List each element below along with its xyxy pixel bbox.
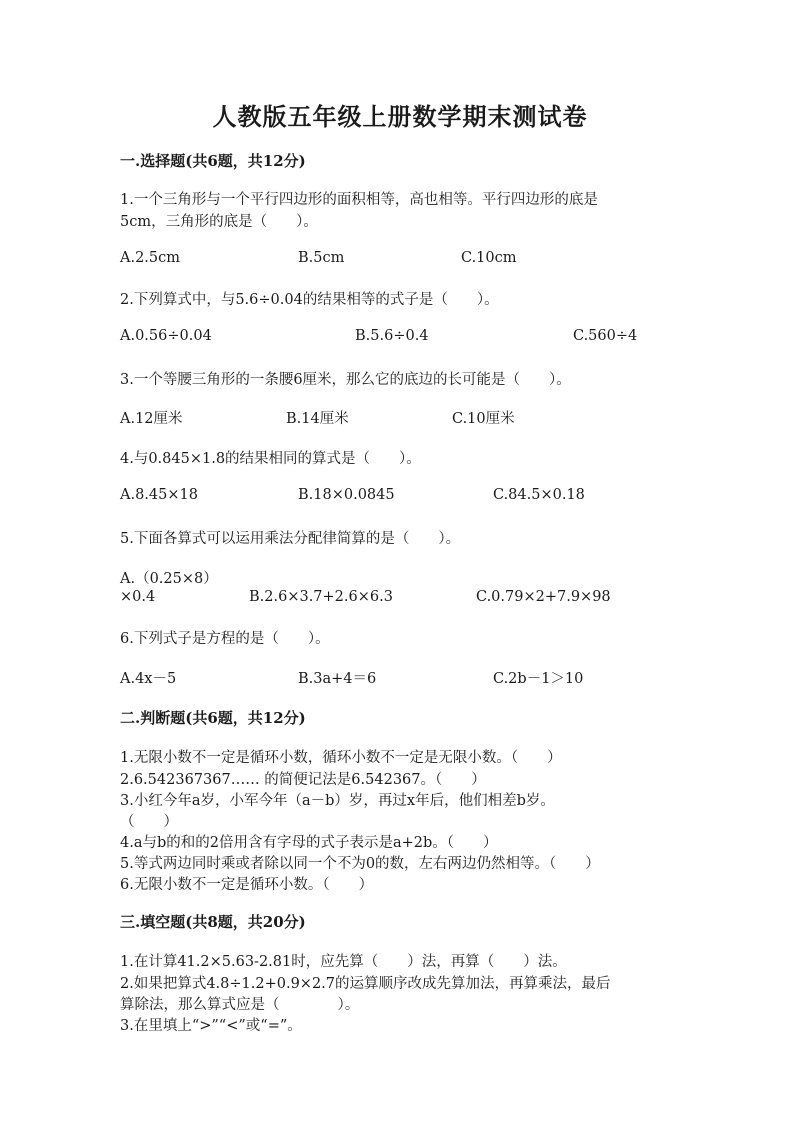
question-3-option-a: A.12厘米: [120, 411, 183, 427]
judgment-item: 1.无限小数不一定是循环小数，循环小数不一定是无限小数。（ ）: [120, 750, 562, 766]
question-2-text: 2.下列算式中，与5.6÷0.04的结果相等的式子是（ ）。: [120, 292, 499, 308]
judgment-item: 4.a与b的和的2倍用含有字母的式子表示是a+2b。（ ）: [120, 835, 498, 851]
question-4-option-b: B.18×0.0845: [298, 487, 395, 503]
section-heading-choice: 一.选择题(共6题，共12分): [120, 152, 306, 170]
question-6-option-a: A.4x－5: [120, 671, 177, 687]
question-6-option-b: B.3a+4＝6: [298, 671, 377, 687]
question-4-text: 4.与0.845×1.8的结果相同的算式是（ ）。: [120, 451, 421, 467]
fill-blank-item-continuation: 算除法，那么算式应是（ ）。: [120, 997, 360, 1013]
fill-blank-item: 2.如果把算式4.8÷1.2+0.9×2.7的运算顺序改成先算加法，再算乘法，最后: [120, 976, 611, 992]
exam-title: 人教版五年级上册数学期末测试卷: [212, 102, 588, 131]
question-5-option-c: C.0.79×2+7.9×98: [476, 589, 611, 605]
question-3-option-c: C.10厘米: [452, 411, 515, 427]
question-6-text: 6.下列式子是方程的是（ ）。: [120, 631, 330, 647]
question-5-option-a-line-1: A.（0.25×8）: [120, 571, 218, 587]
question-4-option-c: C.84.5×0.18: [493, 487, 585, 503]
section-heading-fill-blank: 三.填空题(共8题，共20分): [120, 913, 306, 931]
judgment-item: 2.6.542367367…… 的简便记法是6.542367。（ ）: [120, 772, 486, 788]
question-2-option-a: A.0.56÷0.04: [120, 328, 212, 344]
question-1-line-1: 1.一个三角形与一个平行四边形的面积相等，高也相等。平行四边形的底是: [120, 192, 598, 208]
judgment-item: 3.小红今年a岁，小军今年（a－b）岁，再过x年后，他们相差b岁。: [120, 793, 555, 809]
section-heading-judgment: 二.判断题(共6题，共12分): [120, 709, 306, 727]
question-1-option-c: C.10cm: [461, 250, 517, 266]
question-5-option-b: B.2.6×3.7+2.6×6.3: [249, 589, 393, 605]
judgment-item: 6.无限小数不一定是循环小数。（ ）: [120, 877, 374, 893]
question-2-option-b: B.5.6÷0.4: [355, 328, 429, 344]
question-5-text: 5.下面各算式可以运用乘法分配律简算的是（ ）。: [120, 531, 461, 547]
judgment-item: 5.等式两边同时乘或者除以同一个不为0的数，左右两边仍然相等。（ ）: [120, 856, 600, 872]
question-2-option-c: C.560÷4: [573, 328, 638, 344]
question-5-option-a-line-2: ×0.4: [120, 589, 156, 605]
question-3-option-b: B.14厘米: [286, 411, 349, 427]
fill-blank-item: 1.在计算41.2×5.63-2.81时，应先算（ ）法，再算（ ）法。: [120, 954, 567, 970]
question-1-line-2: 5cm，三角形的底是（ ）。: [120, 214, 318, 230]
fill-blank-item: 3.在里填上“>”“<”或“=”。: [120, 1018, 302, 1034]
question-4-option-a: A.8.45×18: [120, 487, 198, 503]
question-1-option-a: A.2.5cm: [120, 250, 181, 266]
question-3-text: 3.一个等腰三角形的一条腰6厘米，那么它的底边的长可能是（ ）。: [120, 372, 571, 388]
question-1-option-b: B.5cm: [298, 250, 345, 266]
question-6-option-c: C.2b－1＞10: [493, 671, 584, 687]
judgment-item-continuation: （ ）: [120, 814, 178, 830]
